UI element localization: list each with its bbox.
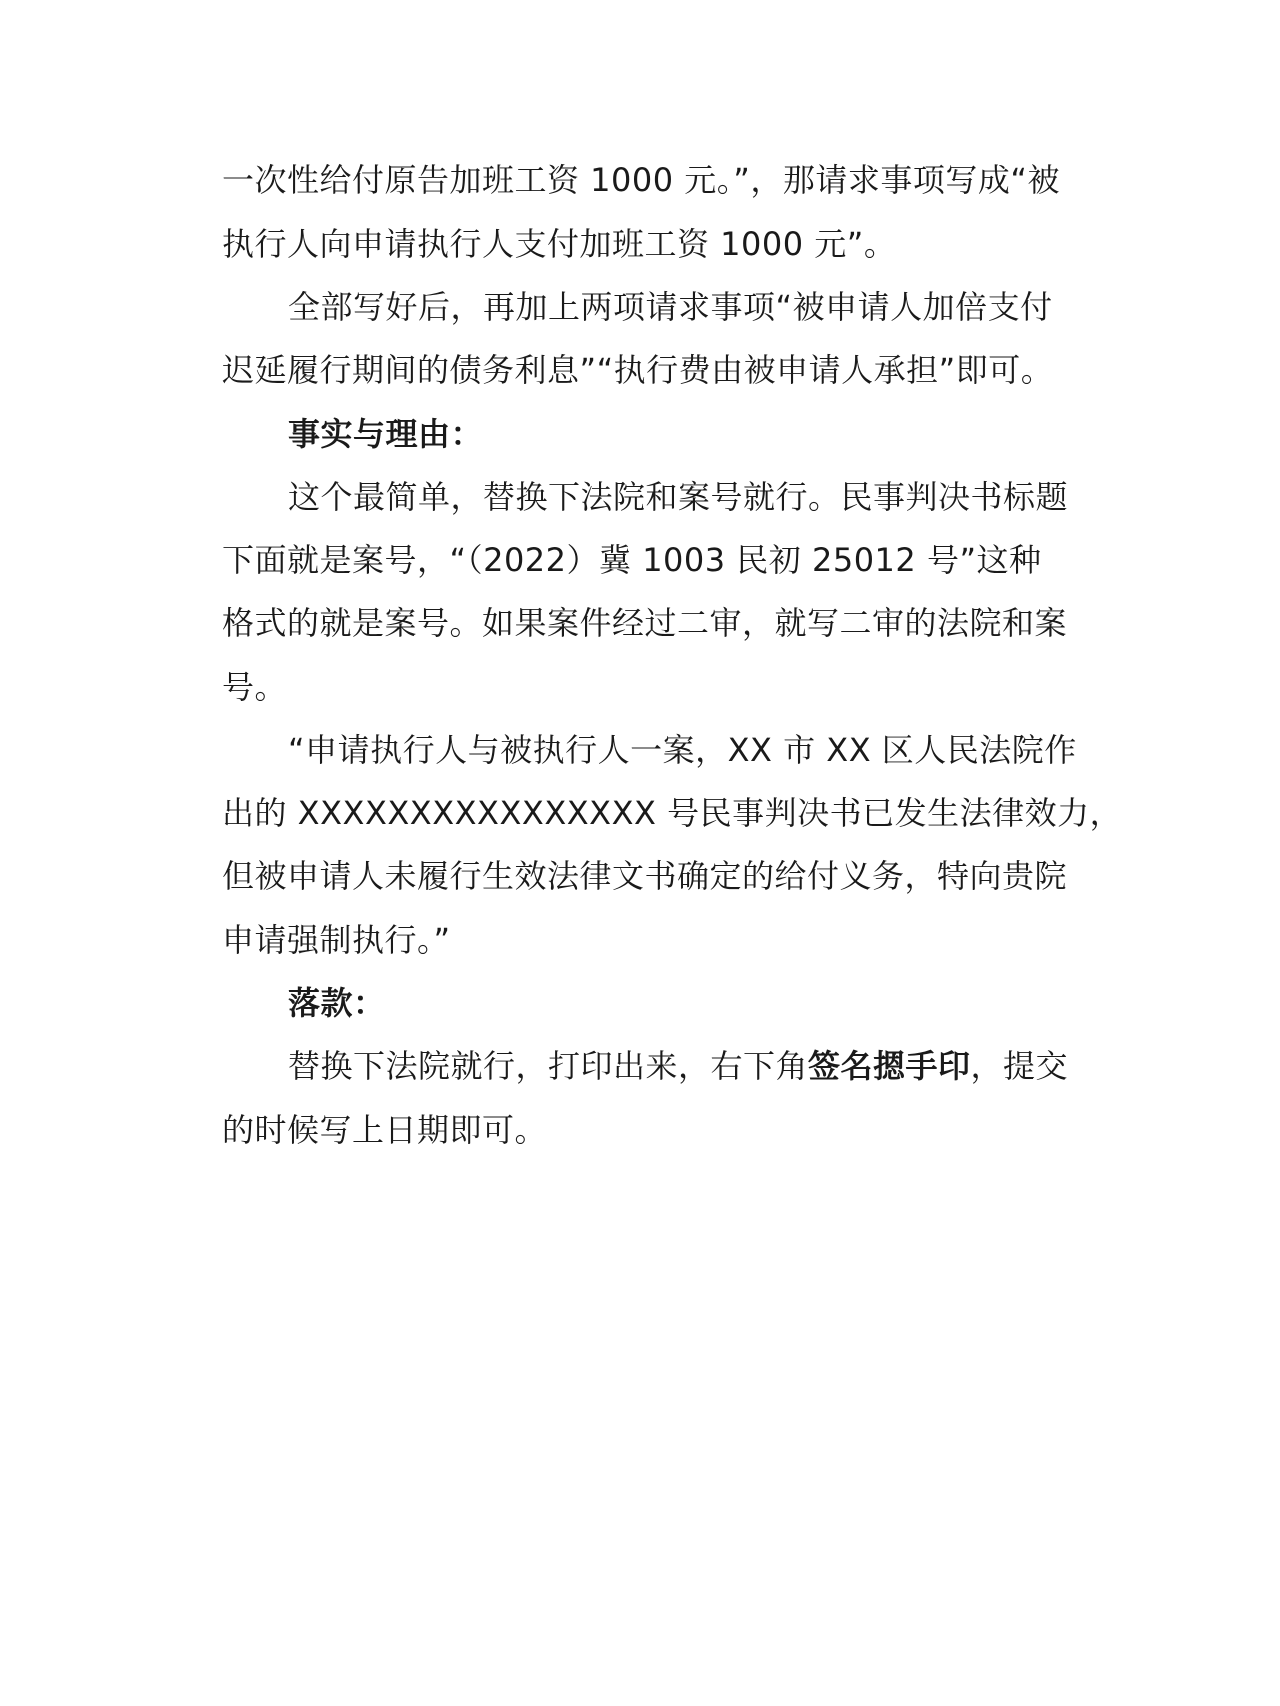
text-line: 申请强制执行。”: [222, 921, 451, 959]
text-line: 号。: [222, 668, 288, 706]
bold-text-segment: 签名摁手印: [808, 1047, 971, 1085]
text-line: 格式的就是案号。如果案件经过二审，就写二审的法院和案: [222, 604, 1068, 642]
text-line: “申请执行人与被执行人一案，XX 市 XX 区人民法院作: [288, 731, 1077, 769]
text-line: 迟延履行期间的债务利息”“执行费由被申请人承担”即可。: [222, 351, 1054, 389]
text-line: 出的 XXXXXXXXXXXXXXXX 号民事判决书已发生法律效力，: [222, 794, 1123, 832]
text-line: 执行人向申请执行人支付加班工资 1000 元”。: [222, 225, 897, 263]
text-line: 全部写好后，再加上两项请求事项“被申请人加倍支付: [288, 288, 1053, 326]
section-heading-facts: 事实与理由：: [288, 415, 484, 453]
text-line: [288, 1044, 1088, 1088]
text-line: 的时候写上日期即可。: [222, 1111, 548, 1149]
text-line: 一次性给付原告加班工资 1000 元。”，那请求事项写成“被: [222, 161, 1060, 199]
text-segment: 替换下法院就行，打印出来，右下角: [288, 1047, 809, 1085]
section-heading-signature: 落款：: [288, 984, 386, 1022]
text-segment: ，提交: [970, 1047, 1069, 1085]
text-line: 这个最简单，替换下法院和案号就行。民事判决书标题: [288, 478, 1069, 516]
text-line: 但被申请人未履行生效法律文书确定的给付义务，特向贵院: [222, 857, 1068, 895]
text-line: 下面就是案号，“（2022）冀 1003 民初 25012 号”这种: [222, 541, 1042, 579]
